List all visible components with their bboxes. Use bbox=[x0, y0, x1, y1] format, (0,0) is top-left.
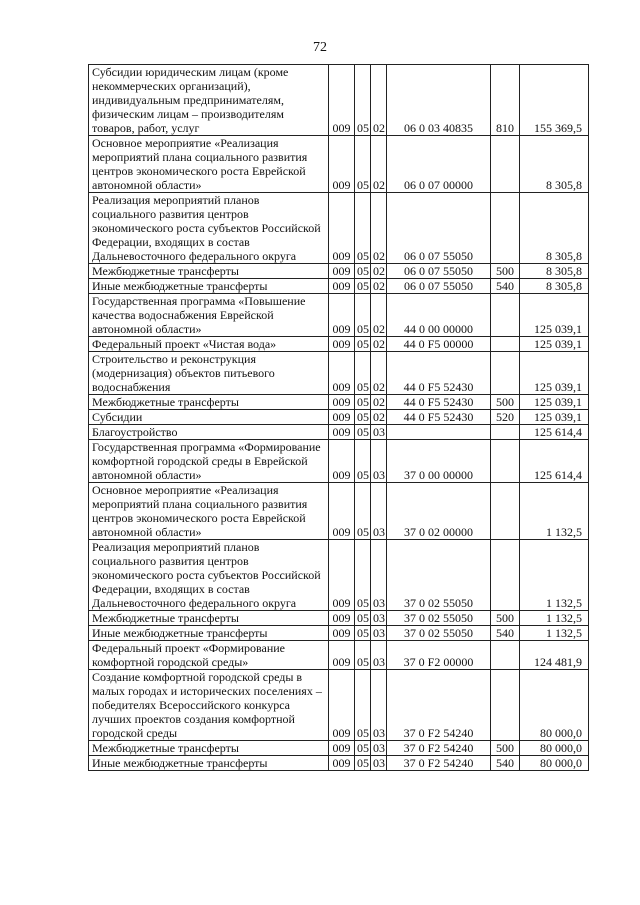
table-row bbox=[89, 741, 589, 756]
expense-type-code bbox=[491, 294, 520, 337]
expense-type-code bbox=[491, 670, 520, 741]
expense-type-code bbox=[491, 193, 520, 264]
subsection-code: 02 bbox=[371, 193, 387, 264]
subsection-code: 02 bbox=[371, 294, 387, 337]
ministry-code: 009 bbox=[329, 483, 355, 540]
program-code: 37 0 F2 54240 bbox=[387, 756, 491, 771]
amount: 1 132,5 bbox=[520, 626, 589, 641]
table-row bbox=[89, 611, 589, 626]
section-code: 05 bbox=[355, 425, 371, 440]
expense-type-code: 500 bbox=[491, 395, 520, 410]
amount: 8 305,8 bbox=[520, 193, 589, 264]
ministry-code: 009 bbox=[329, 193, 355, 264]
amount: 125 614,4 bbox=[520, 440, 589, 483]
subsection-code: 02 bbox=[371, 279, 387, 294]
row-name: Основное мероприятие «Реализация мероприятий плана социального развития центров экономического роста Еврейской автономной области» bbox=[89, 136, 329, 193]
subsection-code: 02 bbox=[371, 136, 387, 193]
expense-type-code: 500 bbox=[491, 741, 520, 756]
ministry-code: 009 bbox=[329, 264, 355, 279]
table-row bbox=[89, 193, 589, 264]
expense-type-code bbox=[491, 337, 520, 352]
amount: 80 000,0 bbox=[520, 741, 589, 756]
expense-type-code bbox=[491, 641, 520, 670]
table-row bbox=[89, 756, 589, 771]
row-name: Межбюджетные трансферты bbox=[89, 264, 329, 279]
ministry-code: 009 bbox=[329, 65, 355, 136]
section-code: 05 bbox=[355, 294, 371, 337]
table-row bbox=[89, 425, 589, 440]
ministry-code: 009 bbox=[329, 611, 355, 626]
program-code: 06 0 03 40835 bbox=[387, 65, 491, 136]
ministry-code: 009 bbox=[329, 741, 355, 756]
table-row bbox=[89, 670, 589, 741]
expense-type-code bbox=[491, 540, 520, 611]
program-code: 37 0 02 00000 bbox=[387, 483, 491, 540]
amount: 125 614,4 bbox=[520, 425, 589, 440]
table-row bbox=[89, 279, 589, 294]
program-code: 37 0 F2 54240 bbox=[387, 741, 491, 756]
amount: 8 305,8 bbox=[520, 279, 589, 294]
amount: 125 039,1 bbox=[520, 294, 589, 337]
amount: 155 369,5 bbox=[520, 65, 589, 136]
amount: 80 000,0 bbox=[520, 670, 589, 741]
program-code: 37 0 02 55050 bbox=[387, 626, 491, 641]
section-code: 05 bbox=[355, 395, 371, 410]
program-code: 06 0 07 55050 bbox=[387, 279, 491, 294]
budget-table bbox=[88, 64, 589, 771]
row-name: Государственная программа «Формирование комфортной городской среды в Еврейской автономной области» bbox=[89, 440, 329, 483]
section-code: 05 bbox=[355, 440, 371, 483]
section-code: 05 bbox=[355, 641, 371, 670]
table-row bbox=[89, 337, 589, 352]
program-code: 06 0 07 55050 bbox=[387, 264, 491, 279]
program-code: 44 0 F5 00000 bbox=[387, 337, 491, 352]
program-code: 37 0 02 55050 bbox=[387, 611, 491, 626]
ministry-code: 009 bbox=[329, 279, 355, 294]
ministry-code: 009 bbox=[329, 425, 355, 440]
section-code: 05 bbox=[355, 410, 371, 425]
expense-type-code bbox=[491, 352, 520, 395]
row-name: Иные межбюджетные трансферты bbox=[89, 626, 329, 641]
subsection-code: 03 bbox=[371, 756, 387, 771]
row-name: Межбюджетные трансферты bbox=[89, 741, 329, 756]
amount: 8 305,8 bbox=[520, 264, 589, 279]
subsection-code: 02 bbox=[371, 65, 387, 136]
program-code: 37 0 02 55050 bbox=[387, 540, 491, 611]
table-row bbox=[89, 641, 589, 670]
row-name: Реализация мероприятий планов социального развития центров экономического роста субъектов Российской Федерации, входящих в состав Дальневосточного федерального округа bbox=[89, 193, 329, 264]
section-code: 05 bbox=[355, 626, 371, 641]
row-name: Благоустройство bbox=[89, 425, 329, 440]
ministry-code: 009 bbox=[329, 136, 355, 193]
subsection-code: 02 bbox=[371, 264, 387, 279]
table-row bbox=[89, 264, 589, 279]
section-code: 05 bbox=[355, 65, 371, 136]
program-code: 37 0 F2 54240 bbox=[387, 670, 491, 741]
amount: 80 000,0 bbox=[520, 756, 589, 771]
expense-type-code: 810 bbox=[491, 65, 520, 136]
expense-type-code: 540 bbox=[491, 756, 520, 771]
table-row bbox=[89, 540, 589, 611]
subsection-code: 03 bbox=[371, 611, 387, 626]
row-name: Федеральный проект «Формирование комфортной городской среды» bbox=[89, 641, 329, 670]
section-code: 05 bbox=[355, 136, 371, 193]
table-row bbox=[89, 410, 589, 425]
section-code: 05 bbox=[355, 611, 371, 626]
expense-type-code bbox=[491, 136, 520, 193]
subsection-code: 03 bbox=[371, 425, 387, 440]
expense-type-code: 540 bbox=[491, 279, 520, 294]
expense-type-code bbox=[491, 483, 520, 540]
subsection-code: 03 bbox=[371, 670, 387, 741]
section-code: 05 bbox=[355, 483, 371, 540]
row-name: Иные межбюджетные трансферты bbox=[89, 756, 329, 771]
subsection-code: 02 bbox=[371, 410, 387, 425]
program-code bbox=[387, 425, 491, 440]
ministry-code: 009 bbox=[329, 670, 355, 741]
section-code: 05 bbox=[355, 352, 371, 395]
table-row bbox=[89, 136, 589, 193]
row-name: Субсидии юридическим лицам (кроме некоммерческих организаций), индивидуальным предпринимателям, физическим лицам – производителям товаров, работ, услуг bbox=[89, 65, 329, 136]
section-code: 05 bbox=[355, 193, 371, 264]
expense-type-code bbox=[491, 425, 520, 440]
program-code: 37 0 00 00000 bbox=[387, 440, 491, 483]
expense-type-code: 500 bbox=[491, 611, 520, 626]
amount: 1 132,5 bbox=[520, 483, 589, 540]
table-row bbox=[89, 352, 589, 395]
section-code: 05 bbox=[355, 756, 371, 771]
subsection-code: 03 bbox=[371, 626, 387, 641]
ministry-code: 009 bbox=[329, 337, 355, 352]
expense-type-code: 500 bbox=[491, 264, 520, 279]
row-name: Реализация мероприятий планов социального развития центров экономического роста субъектов Российской Федерации, входящих в состав Дальневосточного федерального округа bbox=[89, 540, 329, 611]
section-code: 05 bbox=[355, 279, 371, 294]
program-code: 44 0 F5 52430 bbox=[387, 395, 491, 410]
section-code: 05 bbox=[355, 337, 371, 352]
table-row bbox=[89, 626, 589, 641]
amount: 8 305,8 bbox=[520, 136, 589, 193]
subsection-code: 02 bbox=[371, 352, 387, 395]
program-code: 37 0 F2 00000 bbox=[387, 641, 491, 670]
row-name: Субсидии bbox=[89, 410, 329, 425]
row-name: Создание комфортной городской среды в малых городах и исторических поселениях – победителях Всероссийского конкурса лучших проектов создания комфортной городской среды bbox=[89, 670, 329, 741]
amount: 1 132,5 bbox=[520, 540, 589, 611]
row-name: Основное мероприятие «Реализация мероприятий плана социального развития центров экономического роста Еврейской автономной области» bbox=[89, 483, 329, 540]
subsection-code: 03 bbox=[371, 741, 387, 756]
program-code: 06 0 07 55050 bbox=[387, 193, 491, 264]
subsection-code: 03 bbox=[371, 540, 387, 611]
ministry-code: 009 bbox=[329, 540, 355, 611]
ministry-code: 009 bbox=[329, 440, 355, 483]
section-code: 05 bbox=[355, 670, 371, 741]
section-code: 05 bbox=[355, 264, 371, 279]
table-row bbox=[89, 440, 589, 483]
section-code: 05 bbox=[355, 741, 371, 756]
amount: 125 039,1 bbox=[520, 352, 589, 395]
table-row bbox=[89, 65, 589, 136]
expense-type-code: 540 bbox=[491, 626, 520, 641]
subsection-code: 02 bbox=[371, 337, 387, 352]
row-name: Иные межбюджетные трансферты bbox=[89, 279, 329, 294]
subsection-code: 03 bbox=[371, 483, 387, 540]
ministry-code: 009 bbox=[329, 641, 355, 670]
amount: 1 132,5 bbox=[520, 611, 589, 626]
row-name: Федеральный проект «Чистая вода» bbox=[89, 337, 329, 352]
table-row bbox=[89, 483, 589, 540]
ministry-code: 009 bbox=[329, 294, 355, 337]
subsection-code: 03 bbox=[371, 440, 387, 483]
ministry-code: 009 bbox=[329, 352, 355, 395]
ministry-code: 009 bbox=[329, 756, 355, 771]
amount: 125 039,1 bbox=[520, 410, 589, 425]
program-code: 44 0 00 00000 bbox=[387, 294, 491, 337]
subsection-code: 03 bbox=[371, 641, 387, 670]
amount: 125 039,1 bbox=[520, 395, 589, 410]
page-number: 72 bbox=[313, 40, 327, 55]
program-code: 44 0 F5 52430 bbox=[387, 410, 491, 425]
table-row bbox=[89, 294, 589, 337]
ministry-code: 009 bbox=[329, 410, 355, 425]
expense-type-code: 520 bbox=[491, 410, 520, 425]
ministry-code: 009 bbox=[329, 395, 355, 410]
amount: 125 039,1 bbox=[520, 337, 589, 352]
section-code: 05 bbox=[355, 540, 371, 611]
program-code: 06 0 07 00000 bbox=[387, 136, 491, 193]
row-name: Государственная программа «Повышение качества водоснабжения Еврейской автономной области» bbox=[89, 294, 329, 337]
ministry-code: 009 bbox=[329, 626, 355, 641]
amount: 124 481,9 bbox=[520, 641, 589, 670]
subsection-code: 02 bbox=[371, 395, 387, 410]
row-name: Межбюджетные трансферты bbox=[89, 395, 329, 410]
program-code: 44 0 F5 52430 bbox=[387, 352, 491, 395]
row-name: Межбюджетные трансферты bbox=[89, 611, 329, 626]
expense-type-code bbox=[491, 440, 520, 483]
table-row bbox=[89, 395, 589, 410]
row-name: Строительство и реконструкция (модернизация) объектов питьевого водоснабжения bbox=[89, 352, 329, 395]
